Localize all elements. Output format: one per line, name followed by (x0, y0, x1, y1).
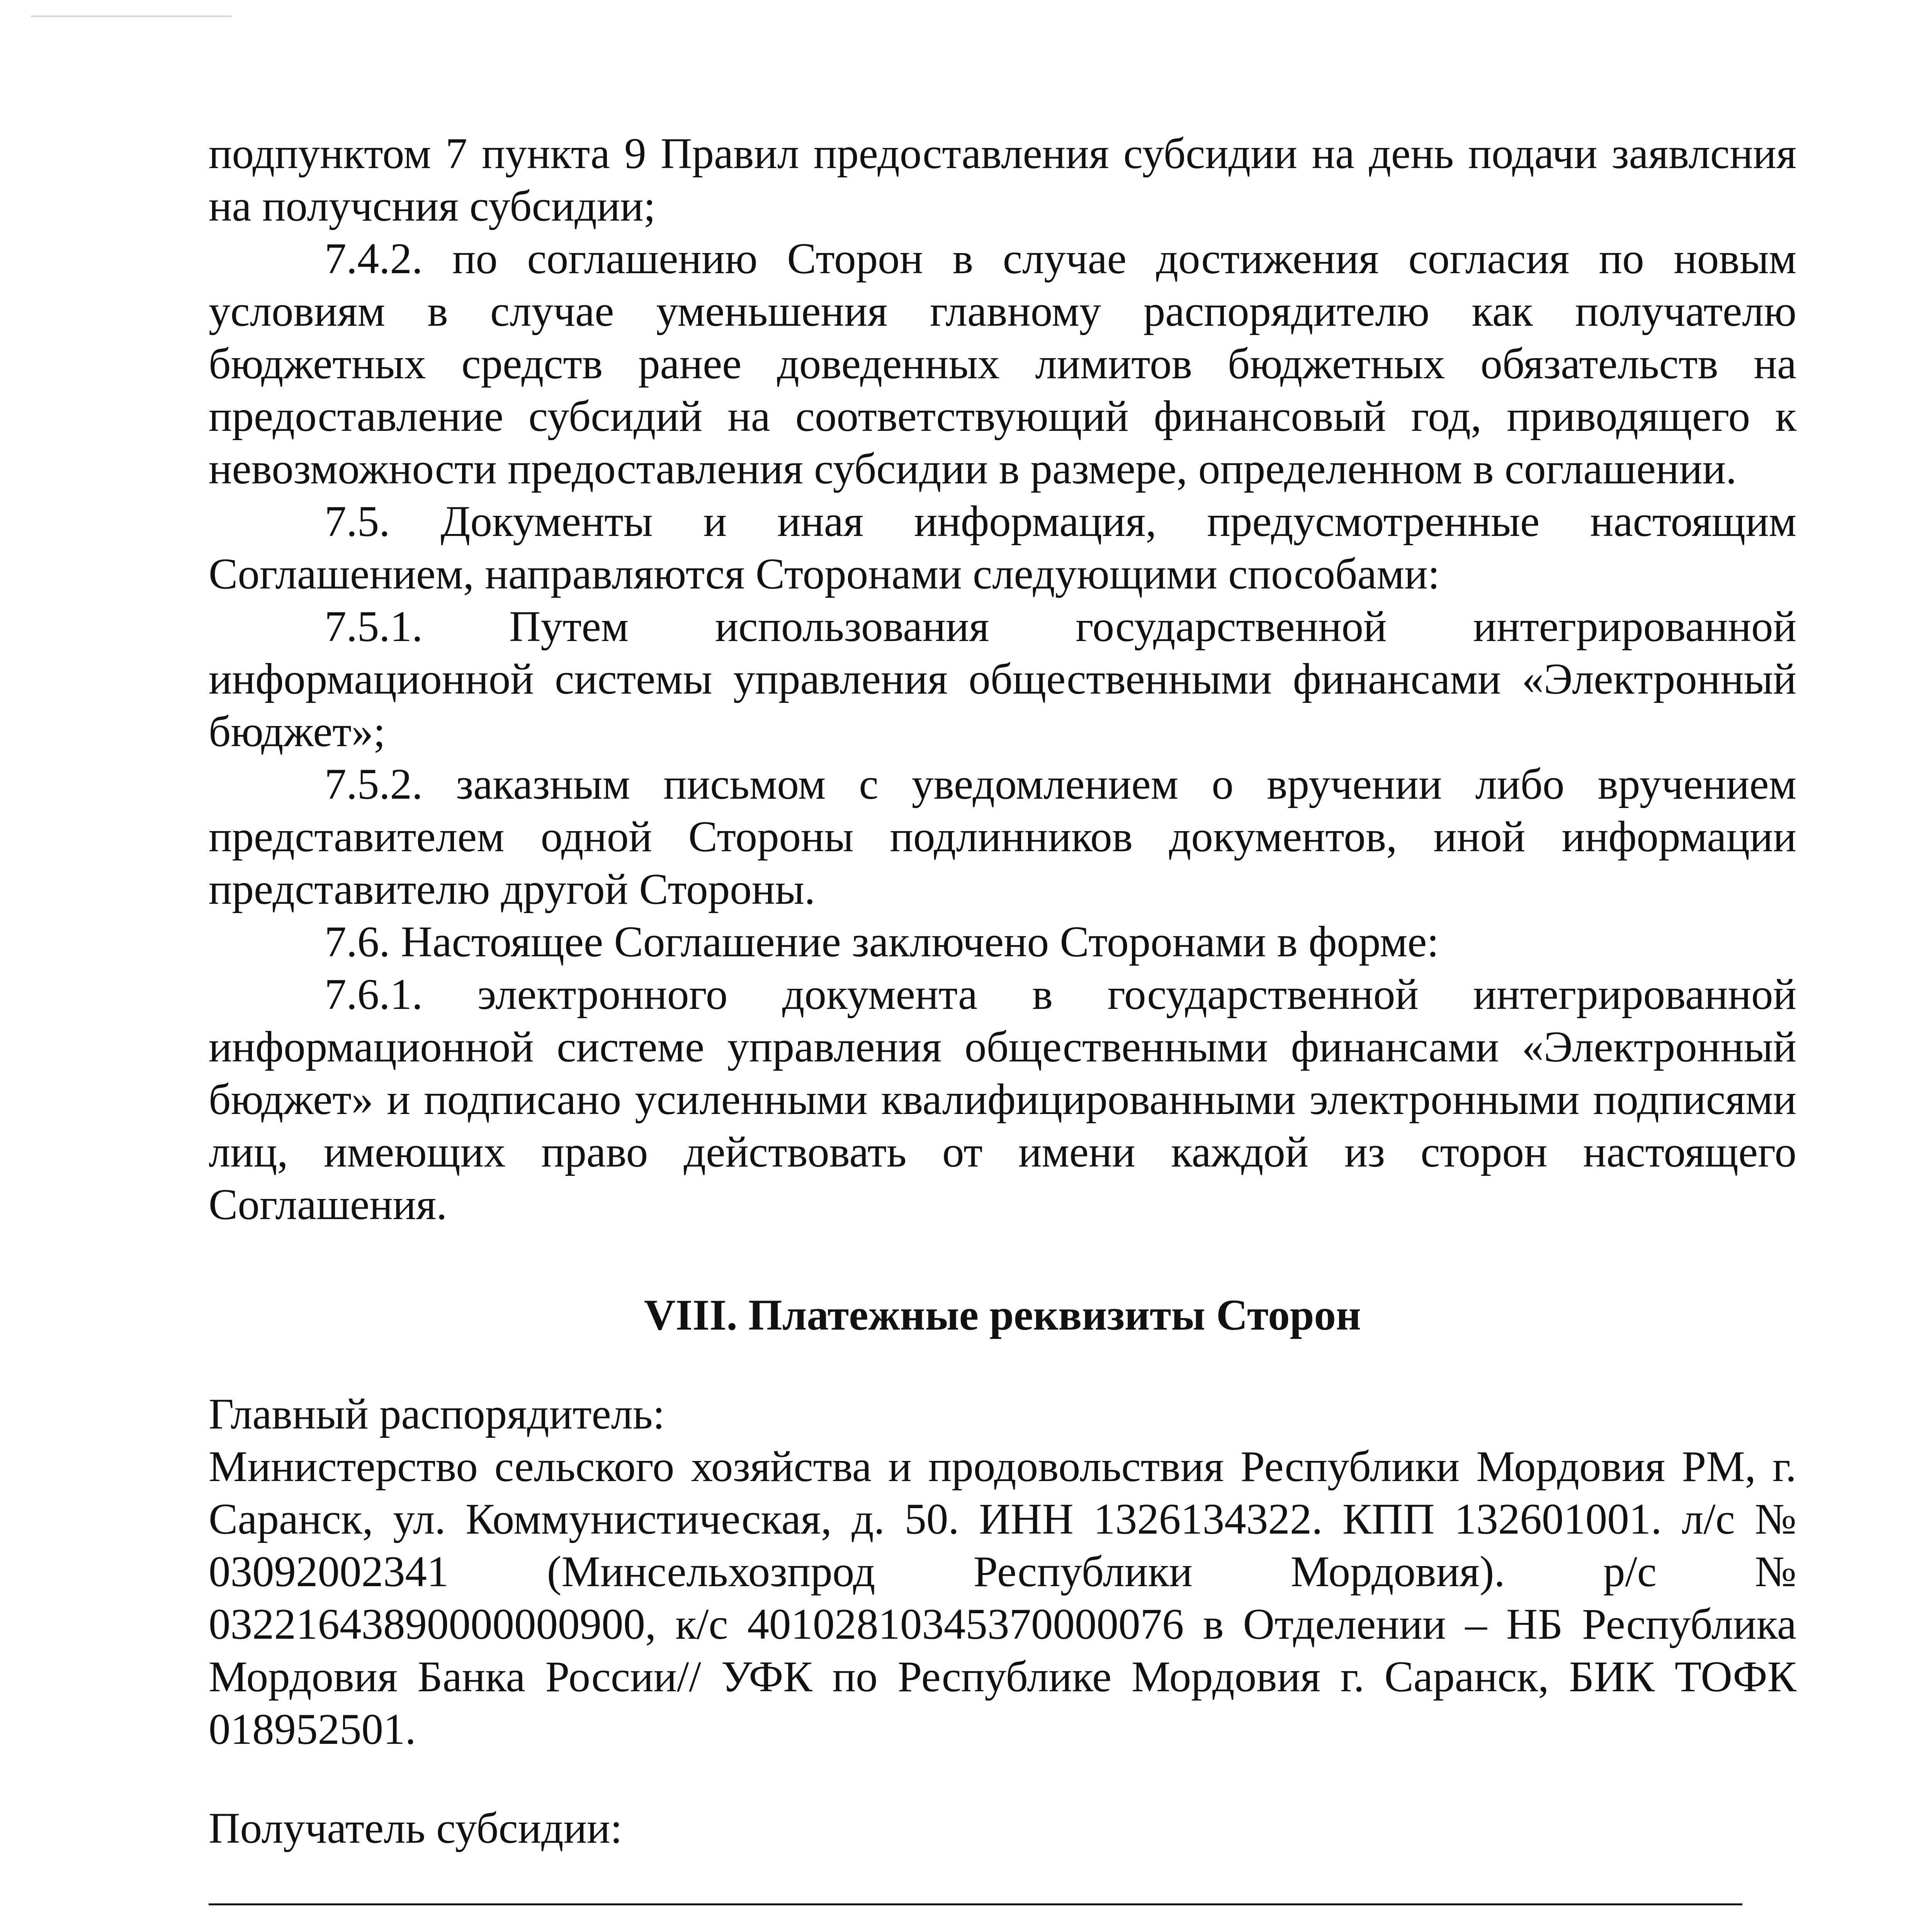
recipient-line-1[interactable] (209, 1855, 1742, 1905)
recipient-line-2[interactable] (209, 1905, 1742, 1932)
scan-artifact (31, 15, 232, 17)
paragraph-cont-7-4-1: подпунктом 7 пункта 9 Правил предоставления субсидии на день подачи заявлсния на получсния субсидии; (209, 129, 1796, 230)
paragraph-7-5: 7.5. Документы и иная информация, предусмотренные настоящим Соглашением, направляются Сторонами следующими способами: (209, 497, 1796, 598)
paragraph-7-6-1: 7.6.1. электронного документа в государственной интегрированной информационной системе управления общественными финансами «Электронный бюджет» и подписано усиленными квалифицированными электронными подписями лиц, имеющих право действовать от имени каждой из сторон настоящего Соглашения. (209, 970, 1796, 1229)
paragraph-7-5-1: 7.5.1. Путем использования государственной интегрированной информационной системы управления общественными финансами «Электронный бюджет»; (209, 602, 1796, 756)
recipient-label: Получатель субсидии: (209, 1804, 622, 1852)
distributor-details: Министерство сельского хозяйства и продовольствия Республики Мордовия РМ, г. Саранск, ул. Коммунистическая, д. 50. ИНН 1326134322. КПП 132601001. л/с № 03092002341 (Минсельхозпрод Республики Мордовия). р/с № 03221643890000000900, к/с 40102810345370000076 в Отделении – НБ Республика Мордовия Банка России// УФК по Республике Мордовия г. Саранск, БИК ТОФК 018952501. (209, 1442, 1796, 1753)
distributor-label: Главный распорядитель: (209, 1390, 665, 1438)
paragraph-7-6: 7.6. Настоящее Соглашение заключено Сторонами в форме: (325, 918, 1439, 966)
section-8-title: VIII. Платежные реквизиты Сторон (644, 1291, 1361, 1339)
document-page (209, 128, 1796, 1932)
paragraph-7-5-2: 7.5.2. заказным письмом с уведомлением о вручении либо вручением представителем одной Стороны подлинников документов, иной информации представителю другой Стороны. (209, 760, 1796, 913)
paragraph-7-4-2: 7.4.2. по соглашению Сторон в случае достижения согласия по новым условиям в случае уменьшения главному распорядителю как получателю бюджетных средств ранее доведенных лимитов бюджетных обязательств на предоставление субсидий на соответствующий финансовый год, приводящего к невозможности предоставления субсидии в размере, определенном в соглашении. (209, 235, 1796, 493)
